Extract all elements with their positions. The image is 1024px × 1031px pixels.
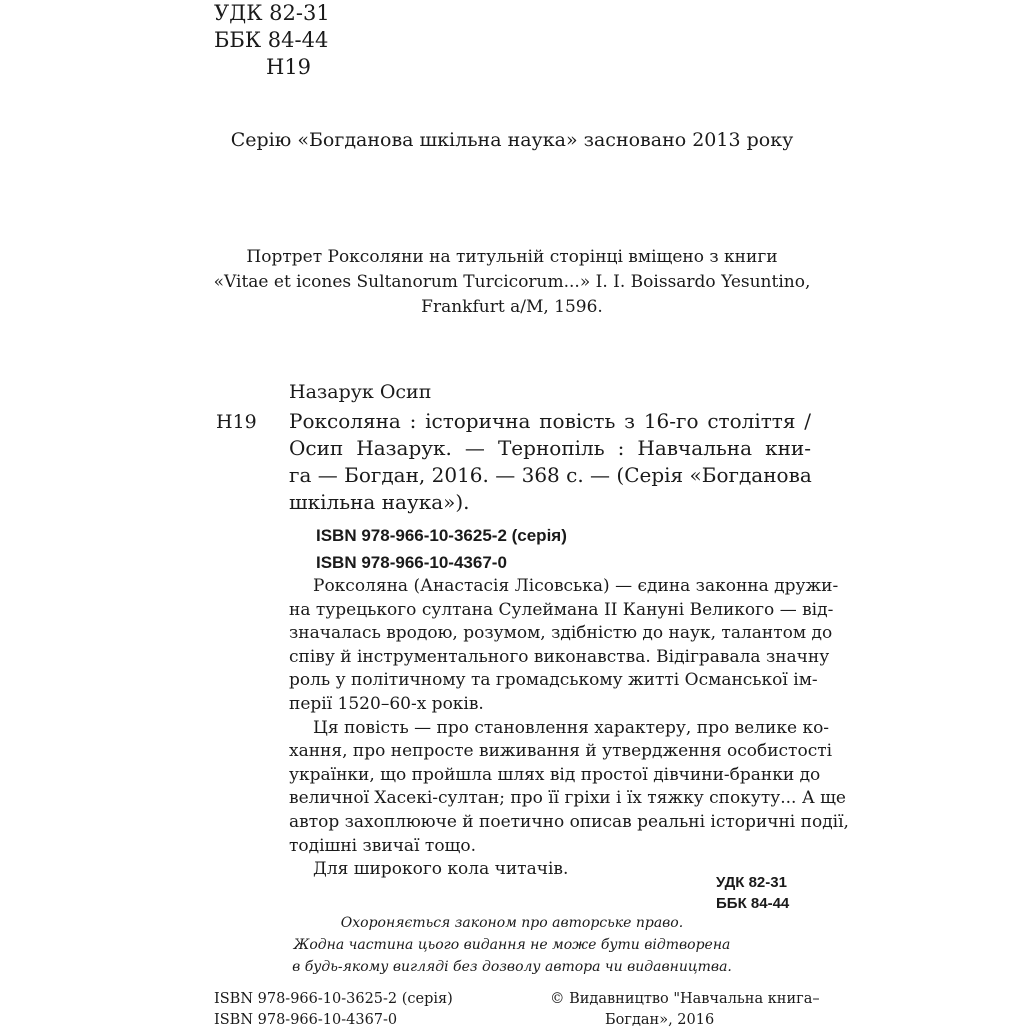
annotation-line: автор захоплююче й поетично описав реальні історичні події,: [289, 811, 849, 832]
catalog-author-heading: Назарук Осип: [289, 381, 432, 403]
author-mark: Н19: [266, 55, 312, 79]
bbk-code: ББК 84-44: [214, 28, 329, 52]
bibliographic-line: Осип Назарук. — Тернопіль : Навчальна кни-: [289, 436, 811, 460]
copyright-line: в будь-якому вигляді без дозволу автора чи видавництва.: [292, 959, 732, 975]
annotation-line: тодішні звичаї тощо.: [289, 835, 476, 856]
catalog-bbk: ББК 84-44: [716, 895, 790, 912]
publisher-copyright: [550, 989, 820, 1031]
series-note: Серію «Богданова шкільна наука» засновано 2013 року: [230, 129, 794, 151]
catalog-isbn-block: [316, 522, 567, 576]
portrait-note-line: Портрет Роксоляни на титульній сторінці вміщено з книги: [246, 247, 778, 267]
catalog-author-mark: Н19: [216, 411, 257, 433]
annotation-line: Ця повість — про становлення характеру, про велике ко-: [313, 717, 830, 738]
bibliographic-description: [289, 408, 811, 516]
portrait-note-line: «Vitae et icones Sultanorum Turcicorum...» I. I. Boissardo Yesuntino,: [213, 272, 811, 292]
footer-isbn-book: ISBN 978-966-10-4367-0: [214, 1012, 398, 1028]
annotation-line: роль у політичному та громадському житті Османської ім-: [289, 670, 818, 691]
isbn-series: ISBN 978-966-10-3625-2 (серія): [316, 526, 567, 545]
classification-header: [214, 0, 330, 81]
annotation-line: значалась вродою, розумом, здібністю до наук, талантом до: [289, 623, 833, 644]
portrait-note: [210, 245, 814, 320]
footer-isbn: [214, 989, 453, 1031]
copyright-line: Жодна частина цього видання не може бути відтворена: [293, 937, 731, 953]
copyright-notice: [260, 912, 764, 978]
annotation-line: перії 1520–60-х років.: [289, 693, 484, 714]
annotation-line: українки, що пройшла шлях від простої дівчини-бранки до: [289, 764, 821, 785]
annotation-line: хання, про непросте виживання й утвердження особистості: [289, 741, 833, 762]
annotation-line: співу й інструментального виконавства. Відігравала значну: [289, 646, 830, 667]
copyright-line: Охороняється законом про авторське право.: [340, 915, 684, 931]
annotation-line: Для широкого кола читачів.: [313, 859, 569, 880]
annotation-line: Роксоляна (Анастасія Лісовська) — єдина законна дружи-: [313, 576, 839, 596]
bibliographic-line: шкільна наука»).: [289, 490, 470, 514]
catalog-udk: УДК 82-31: [716, 874, 787, 891]
footer-isbn-series: ISBN 978-966-10-3625-2 (серія): [214, 991, 453, 1007]
bibliographic-line: Роксоляна : історична повість з 16-го століття /: [289, 409, 811, 433]
annotation: [289, 575, 849, 882]
isbn-book: ISBN 978-966-10-4367-0: [316, 553, 507, 572]
publisher-line: Богдан», 2016: [605, 1012, 715, 1028]
bibliographic-line: га — Богдан, 2016. — 368 с. — (Серія «Богданова: [289, 463, 812, 487]
portrait-note-line: Frankfurt a/M, 1596.: [421, 297, 603, 317]
publisher-line: © Видавництво "Навчальна книга–: [550, 991, 820, 1007]
annotation-line: на турецького султана Сулеймана II Кануні Великого — від-: [289, 599, 834, 620]
udk-code: УДК 82-31: [214, 1, 330, 25]
catalog-classification: [716, 872, 789, 914]
annotation-line: величної Хасекі-султан; про її гріхи і їх тяжку спокуту... А ще: [289, 788, 846, 809]
